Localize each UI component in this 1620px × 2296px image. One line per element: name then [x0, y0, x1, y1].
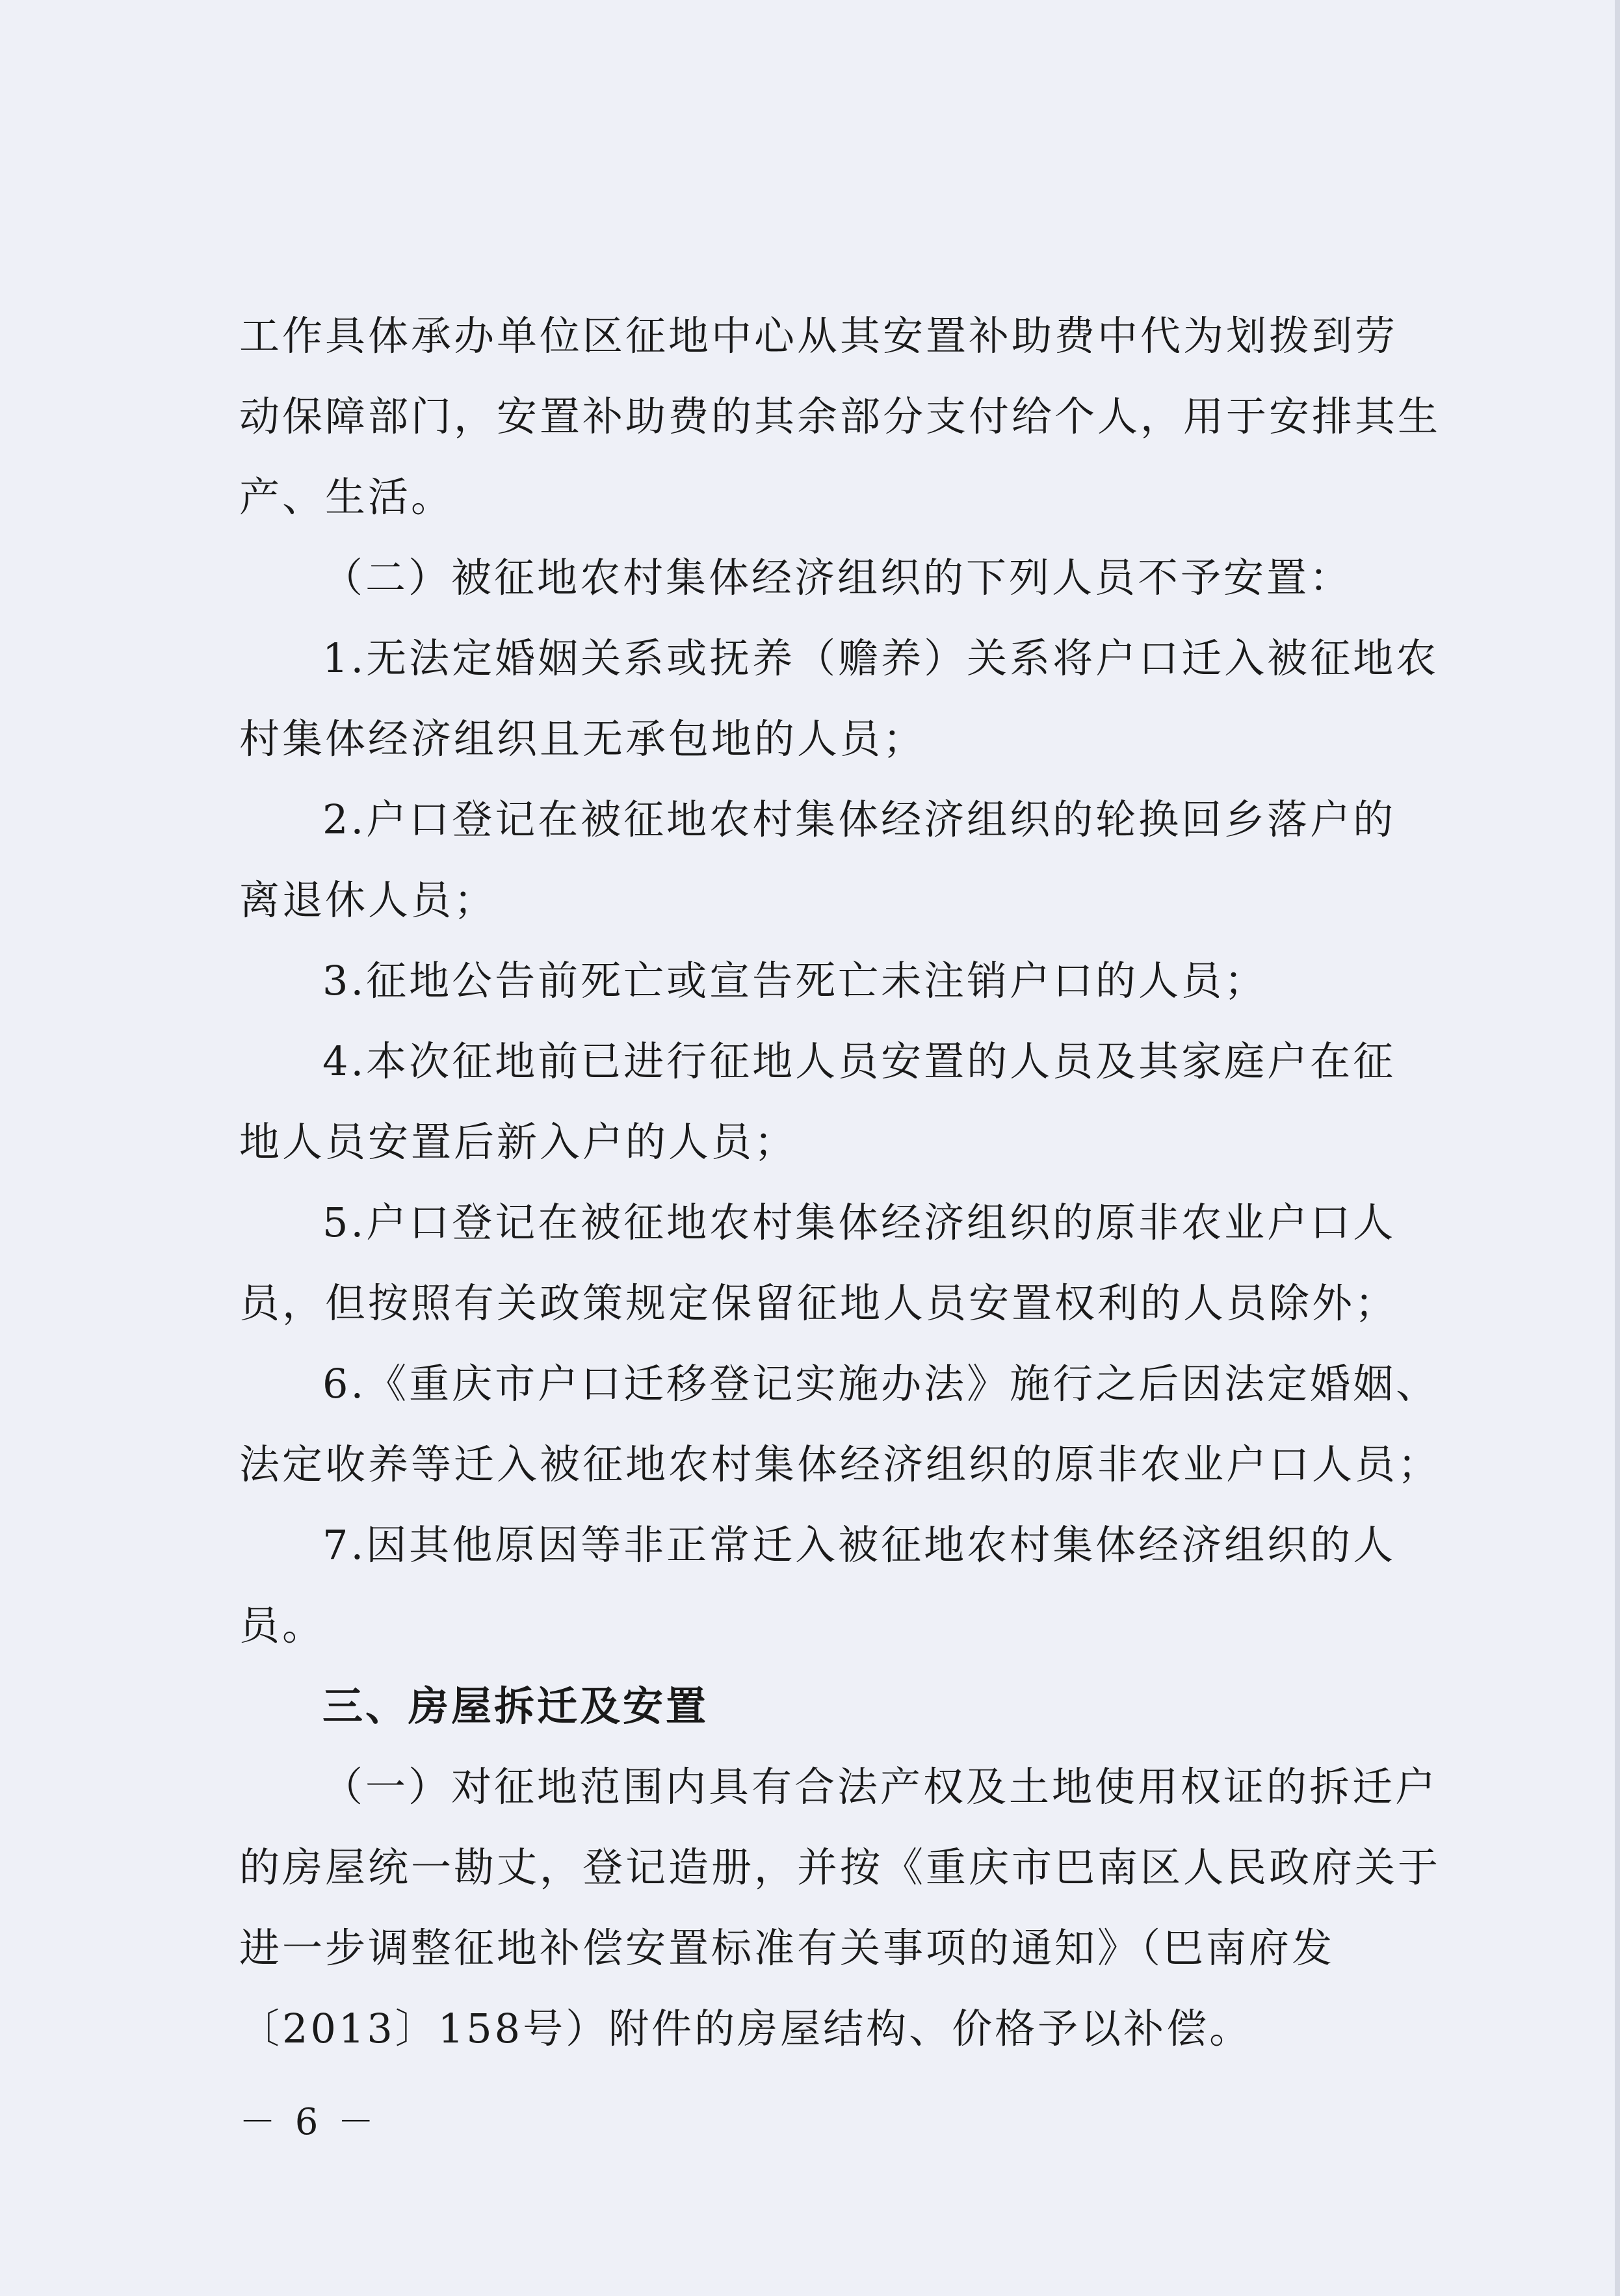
text-line: 6.《重庆市户口迁移登记实施办法》施行之后因法定婚姻、 [322, 1360, 1439, 1407]
text-line: 地人员安置后新入户的人员； [239, 1118, 798, 1166]
text-line: 产、生活。 [239, 473, 454, 521]
text-line: 4.本次征地前已进行征地人员安置的人员及其家庭户在征 [322, 1037, 1396, 1085]
text-line: 员，但按照有关政策规定保留征地人员安置权利的人员除外； [239, 1279, 1398, 1327]
text-line: （二）被征地农村集体经济组织的下列人员不予安置： [322, 554, 1353, 601]
body-text [239, 296, 1443, 2069]
scan-edge [1615, 0, 1620, 2296]
text-line: 5.户口登记在被征地农村集体经济组织的原非农业户口人 [322, 1199, 1396, 1246]
section-heading: 三、房屋拆迁及安置 [322, 1682, 709, 1730]
text-line: 村集体经济组织且无承包地的人员； [239, 715, 926, 763]
text-line: （一）对征地范围内具有合法产权及土地使用权证的拆迁户 [322, 1763, 1439, 1810]
text-line: 7.因其他原因等非正常迁入被征地农村集体经济组织的人 [322, 1521, 1396, 1569]
text-line: 2.户口登记在被征地农村集体经济组织的轮换回乡落户的 [322, 796, 1396, 843]
text-line: 的房屋统一勘丈，登记造册，并按《重庆市巴南区人民政府关于 [239, 1844, 1441, 1891]
text-line: 1.无法定婚姻关系或抚养（赡养）关系将户口迁入被征地农 [322, 634, 1439, 682]
text-line: 离退休人员； [239, 876, 497, 924]
page-number: － 6 － [239, 2101, 378, 2143]
text-line: 3.征地公告前死亡或宣告死亡未注销户口的人员； [322, 957, 1268, 1004]
text-line: 工作具体承办单位区征地中心从其安置补助费中代为划拨到劳 [239, 312, 1398, 359]
text-line: 动保障部门，安置补助费的其余部分支付给个人，用于安排其生 [239, 393, 1441, 440]
text-line: 员。 [239, 1602, 326, 1649]
text-line: 法定收养等迁入被征地农村集体经济组织的原非农业户口人员； [239, 1441, 1441, 1488]
text-line: 〔2013〕158号）附件的房屋结构、价格予以补偿。 [239, 2005, 1253, 2052]
text-line: 进一步调整征地补偿安置标准有关事项的通知》（巴南府发 [239, 1924, 1335, 1972]
